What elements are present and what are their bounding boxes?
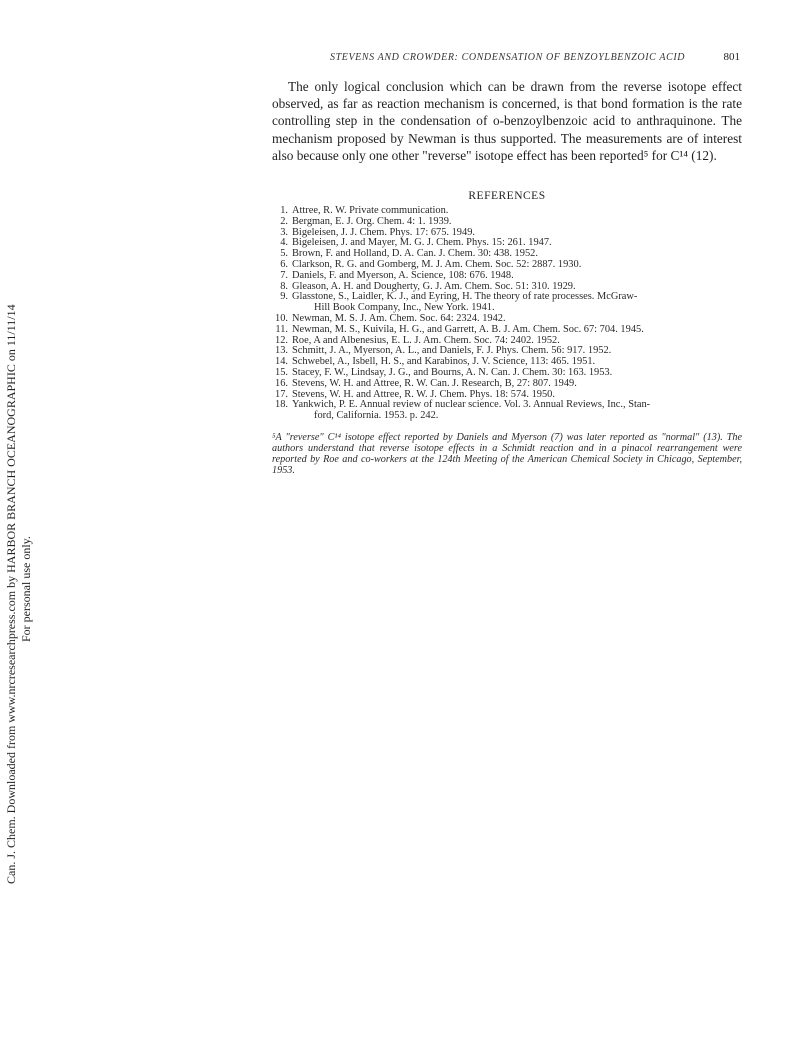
reference-number: 11. [275, 323, 288, 335]
reference-number: 5. [280, 248, 288, 260]
reference-number: 17. [275, 388, 288, 400]
reference-continuation: Hill Book Company, Inc., New York. 1941. [314, 302, 495, 314]
page-number: 801 [723, 51, 740, 63]
reference-number: 6. [280, 258, 288, 270]
running-header [330, 52, 740, 63]
conclusion-paragraph-block [272, 78, 742, 164]
reference-text: Bigeleisen, J. J. Chem. Phys. 17: 675. 1949. [292, 226, 475, 238]
reference-text: Newman, M. S. J. Am. Chem. Soc. 64: 2324. 1942. [292, 312, 506, 324]
reference-number: 7. [280, 269, 288, 281]
reference-number: 18. [275, 399, 288, 411]
reference-text: Bigeleisen, J. and Mayer, M. G. J. Chem. Phys. 15: 261. 1947. [292, 237, 552, 249]
reference-number: 2. [280, 215, 288, 227]
running-title: STEVENS AND CROWDER: CONDENSATION OF BENZOYLBENZOIC ACID [330, 52, 686, 63]
reference-text: Attree, R. W. Private communication. [292, 205, 449, 216]
references-list [272, 206, 744, 422]
reference-text: Yankwich, P. E. Annual review of nuclear science. Vol. 3. Annual Reviews, Inc., Stan- [292, 399, 651, 411]
reference-item [272, 292, 744, 314]
reference-text: Bergman, E. J. Org. Chem. 4: 1. 1939. [292, 215, 452, 227]
reference-number: 3. [280, 226, 288, 238]
reference-text: Stevens, W. H. and Attree, R. W. Can. J. Research, B, 27: 807. 1949. [292, 377, 577, 389]
footnote: ⁵A "reverse" C¹⁴ isotope effect reported by Daniels and Myerson (7) was later reported as "normal" (13). The authors understand that reverse isotope effects in a Schmidt reaction and in a pinacol rearrangement were reported by Roe and co-workers at the 124th Meeting of the American Chemical Society in Chicago, September, 1953. [272, 432, 742, 476]
reference-text: Clarkson, R. G. and Gomberg, M. J. Am. Chem. Soc. 52: 2887. 1930. [292, 258, 582, 270]
reference-number: 14. [275, 356, 288, 368]
reference-text: Gleason, A. H. and Dougherty, G. J. Am. Chem. Soc. 51: 310. 1929. [292, 280, 576, 292]
reference-text: Daniels, F. and Myerson, A. Science, 108: 676. 1948. [292, 269, 514, 281]
reference-number: 1. [280, 205, 288, 216]
reference-text: Brown, F. and Holland, D. A. Can. J. Chem. 30: 438. 1952. [292, 248, 538, 260]
conclusion-paragraph: The only logical conclusion which can be drawn from the reverse isotope effect observed, as far as reaction mechanism is concerned, is that bond formation is the rate controlling step in the condensation of o-benzoylbenzoic acid to anthraquinone. The mechanism proposed by Newman is thus supported. The measurements are of interest also because only one other "reverse" isotope effect has been reported⁵ for C¹⁴ (12). [272, 79, 742, 163]
personal-use-notice: For personal use only. [19, 536, 33, 642]
reference-number: 4. [280, 237, 288, 249]
reference-number: 8. [280, 280, 288, 292]
reference-text: Schmitt, J. A., Myerson, A. L., and Daniels, F. J. Phys. Chem. 56: 917. 1952. [292, 345, 612, 357]
reference-text: Newman, M. S., Kuivila, H. G., and Garrett, A. B. J. Am. Chem. Soc. 67: 704. 1945. [292, 323, 644, 335]
reference-text: Roe, A and Albenesius, E. L. J. Am. Chem. Soc. 74: 2402. 1952. [292, 334, 560, 346]
reference-text: Stacey, F. W., Lindsay, J. G., and Bourns, A. N. Can. J. Chem. 30: 163. 1953. [292, 366, 613, 378]
reference-text: Schwebel, A., Isbell, H. S., and Karabinos, J. V. Science, 113: 465. 1951. [292, 356, 596, 368]
reference-number: 12. [275, 334, 288, 346]
reference-number: 15. [275, 366, 288, 378]
reference-text: Glasstone, S., Laidler, K. J., and Eyring, H. The theory of rate processes. McGraw- [292, 291, 638, 303]
reference-number: 9. [280, 291, 288, 303]
reference-continuation: ford, California. 1953. p. 242. [314, 410, 439, 422]
reference-text: Stevens, W. H. and Attree, R. W. J. Chem. Phys. 18: 574. 1950. [292, 388, 555, 400]
reference-item [272, 400, 744, 422]
reference-number: 10. [275, 312, 288, 324]
download-notice-line: Can. J. Chem. Downloaded from www.nrcresearchpress.com by HARBOR BRANCH OCEANOGRAPHIC on 11/11/14 [4, 304, 18, 884]
reference-number: 16. [275, 377, 288, 389]
reference-number: 13. [275, 345, 288, 357]
download-notice-sidebar [0, 0, 40, 1051]
references-heading: REFERENCES [468, 190, 546, 202]
